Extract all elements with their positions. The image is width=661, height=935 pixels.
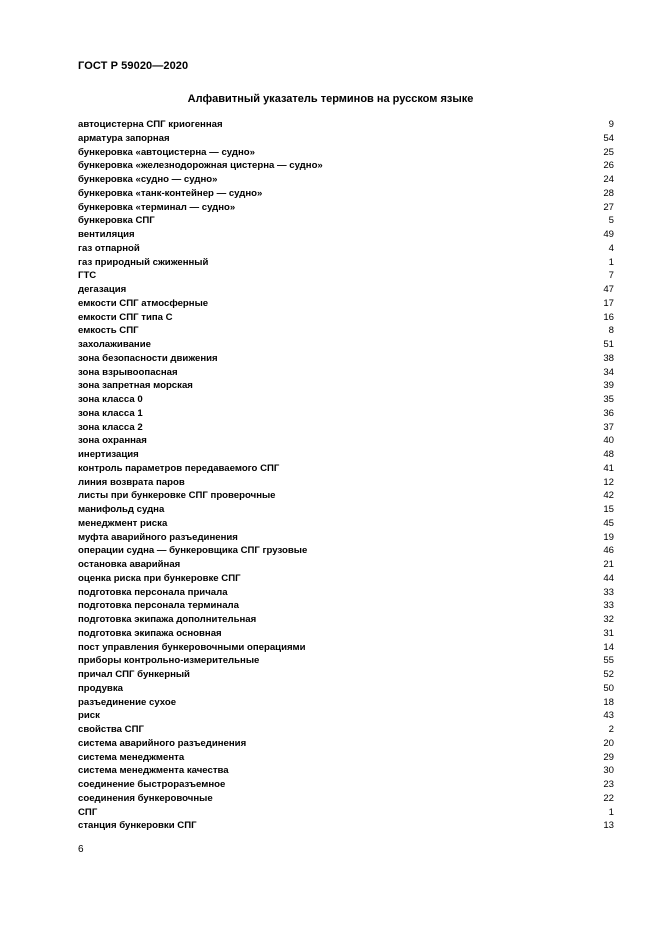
index-row [78, 421, 614, 435]
index-row [78, 324, 614, 338]
index-row [78, 118, 614, 132]
index-page-ref: 2 [608, 724, 614, 735]
index-page-ref: 47 [603, 284, 614, 295]
index-row [78, 709, 614, 723]
index-row [78, 407, 614, 421]
index-page-ref: 25 [603, 146, 614, 158]
index-row [78, 476, 614, 490]
index-row [78, 352, 614, 366]
index-row [78, 599, 614, 613]
index-page-ref: 36 [603, 407, 614, 419]
index-row [78, 503, 614, 517]
index-term: бункеровка «танк-контейнер — судно» [78, 187, 263, 199]
index-page-ref: 14 [603, 641, 614, 653]
index-term: линия возврата паров [78, 476, 185, 488]
index-term: свойства СПГ [78, 724, 144, 735]
index-term: риск [78, 710, 100, 722]
index-page-ref: 26 [603, 160, 614, 172]
index-term: зона класса 1 [78, 407, 143, 419]
index-row [78, 682, 614, 696]
index-term: подготовка экипажа основная [78, 627, 222, 639]
index-row [78, 146, 614, 160]
index-term: дегазация [78, 284, 127, 295]
index-page-ref: 45 [603, 517, 614, 529]
index-term: вентиляция [78, 229, 135, 240]
index-term: бункеровка «железнодорожная цистерна — судно» [78, 160, 323, 172]
index-page-ref: 30 [603, 765, 614, 777]
index-page-ref: 9 [608, 119, 614, 130]
index-term: контроль параметров передаваемого СПГ [78, 462, 280, 474]
index-page-ref: 46 [603, 545, 614, 557]
index-row [78, 201, 614, 215]
index-page-ref: 23 [603, 779, 614, 790]
index-row [78, 517, 614, 531]
index-term: система менеджмента [78, 751, 185, 763]
index-row [78, 696, 614, 710]
index-term: зона охранная [78, 435, 147, 447]
index-row [78, 572, 614, 586]
index-page-ref: 13 [603, 820, 614, 832]
index-page-ref: 33 [603, 600, 614, 612]
index-row [78, 311, 614, 325]
index-row [78, 751, 614, 765]
index-row [78, 641, 614, 655]
index-row [78, 283, 614, 297]
index-page-ref: 35 [603, 394, 614, 405]
index-page-ref: 52 [603, 669, 614, 680]
index-page-ref: 29 [603, 751, 614, 763]
index-page-ref: 1 [608, 256, 614, 268]
index-row [78, 214, 614, 228]
index-row [78, 393, 614, 407]
index-page-ref: 42 [603, 490, 614, 502]
index-row [78, 737, 614, 751]
index-row [78, 819, 614, 833]
index-term: захолаживание [78, 339, 151, 350]
index-term: газ отпарной [78, 242, 140, 254]
index-page-ref: 40 [603, 435, 614, 447]
index-page-ref: 50 [603, 682, 614, 694]
index-term: зона класса 0 [78, 394, 143, 405]
index-row [78, 366, 614, 380]
index-page-ref: 8 [608, 325, 614, 337]
index-page-ref: 49 [603, 229, 614, 240]
index-row [78, 792, 614, 806]
index-page-ref: 55 [603, 655, 614, 667]
index-row [78, 297, 614, 311]
index-page-ref: 44 [603, 572, 614, 584]
index-term: емкость СПГ [78, 325, 139, 337]
index-term: зона запретная морская [78, 380, 193, 392]
index-page-ref: 5 [608, 215, 614, 227]
index-term: бункеровка «автоцистерна — судно» [78, 146, 255, 158]
index-page-ref: 37 [603, 421, 614, 433]
index-row [78, 778, 614, 792]
index-term: соединения бункеровочные [78, 792, 213, 804]
index-row [78, 627, 614, 641]
index-term: арматура запорная [78, 132, 170, 144]
index-page-ref: 32 [603, 614, 614, 625]
index-row [78, 434, 614, 448]
index-term: ГТС [78, 270, 97, 282]
index-page-ref: 24 [603, 174, 614, 185]
index-term: зона класса 2 [78, 421, 143, 433]
index-row [78, 586, 614, 600]
index-page-ref: 1 [608, 806, 614, 818]
index-row [78, 379, 614, 393]
index-row [78, 764, 614, 778]
index-term: муфта аварийного разъединения [78, 531, 238, 543]
index-term: зона безопасности движения [78, 352, 218, 364]
index-term: бункеровка «терминал — судно» [78, 201, 236, 213]
index-row [78, 806, 614, 820]
index-page-ref: 54 [603, 132, 614, 144]
index-term: операции судна — бункеровщика СПГ грузовые [78, 545, 308, 557]
index-row [78, 256, 614, 270]
index-row [78, 462, 614, 476]
index-row [78, 159, 614, 173]
index-term: менеджмент риска [78, 517, 168, 529]
index-row [78, 269, 614, 283]
index-term: продувка [78, 682, 123, 694]
index-row [78, 723, 614, 737]
index-title: Алфавитный указатель терминов на русском языке [187, 93, 474, 105]
index-page-ref: 38 [603, 352, 614, 364]
index-term: инертизация [78, 449, 139, 460]
index-row [78, 338, 614, 352]
index-term: СПГ [78, 806, 98, 818]
index-term: манифольд судна [78, 504, 165, 515]
index-row [78, 613, 614, 627]
index-page-ref: 20 [603, 737, 614, 749]
index-term: газ природный сжиженный [78, 256, 209, 268]
index-page-ref: 39 [603, 380, 614, 392]
index-term: приборы контрольно-измерительные [78, 655, 260, 667]
index-page-ref: 19 [603, 531, 614, 543]
index-row [78, 558, 614, 572]
page-number: 6 [78, 844, 84, 855]
index-row [78, 654, 614, 668]
index-row [78, 531, 614, 545]
index-row [78, 173, 614, 187]
index-term: подготовка персонала терминала [78, 600, 239, 612]
index-page-ref: 43 [603, 710, 614, 722]
index-term: соединение быстроразъемное [78, 779, 226, 790]
index-term: система аварийного разъединения [78, 737, 247, 749]
index-page-ref: 21 [603, 559, 614, 570]
index-term: причал СПГ бункерный [78, 669, 190, 680]
index-term: оценка риска при бункеровке СПГ [78, 572, 241, 584]
index-row [78, 187, 614, 201]
index-page-ref: 51 [603, 339, 614, 350]
index-page-ref: 28 [603, 187, 614, 199]
index-row [78, 228, 614, 242]
index-page-ref: 27 [603, 201, 614, 213]
index-row [78, 489, 614, 503]
index-page-ref: 34 [603, 366, 614, 378]
index-term: система менеджмента качества [78, 765, 229, 777]
index-term: емкости СПГ типа С [78, 311, 173, 323]
index-page-ref: 22 [603, 792, 614, 804]
index-row [78, 668, 614, 682]
term-index-list [78, 118, 614, 833]
index-page-ref: 17 [603, 297, 614, 309]
index-row [78, 448, 614, 462]
standard-code-header: ГОСТ Р 59020—2020 [78, 60, 189, 72]
index-row [78, 242, 614, 256]
index-page-ref: 18 [603, 696, 614, 708]
index-term: зона взрывоопасная [78, 366, 178, 378]
index-row [78, 132, 614, 146]
index-term: разъединение сухое [78, 696, 177, 708]
index-page-ref: 33 [603, 586, 614, 598]
index-term: пост управления бункеровочными операциями [78, 641, 306, 653]
index-term: подготовка персонала причала [78, 586, 228, 598]
index-term: емкости СПГ атмосферные [78, 297, 209, 309]
index-page-ref: 12 [603, 476, 614, 488]
index-term: бункеровка «судно — судно» [78, 174, 218, 185]
index-term: станция бункеровки СПГ [78, 820, 197, 832]
index-page-ref: 31 [603, 627, 614, 639]
index-term: автоцистерна СПГ криогенная [78, 119, 223, 130]
index-page-ref: 15 [603, 504, 614, 515]
index-term: бункеровка СПГ [78, 215, 155, 227]
index-page-ref: 41 [603, 462, 614, 474]
index-term: подготовка экипажа дополнительная [78, 614, 257, 625]
index-page-ref: 7 [608, 270, 614, 282]
index-row [78, 544, 614, 558]
index-term: листы при бункеровке СПГ проверочные [78, 490, 276, 502]
index-page-ref: 48 [603, 449, 614, 460]
index-term: остановка аварийная [78, 559, 181, 570]
index-page-ref: 16 [603, 311, 614, 323]
index-page-ref: 4 [608, 242, 614, 254]
